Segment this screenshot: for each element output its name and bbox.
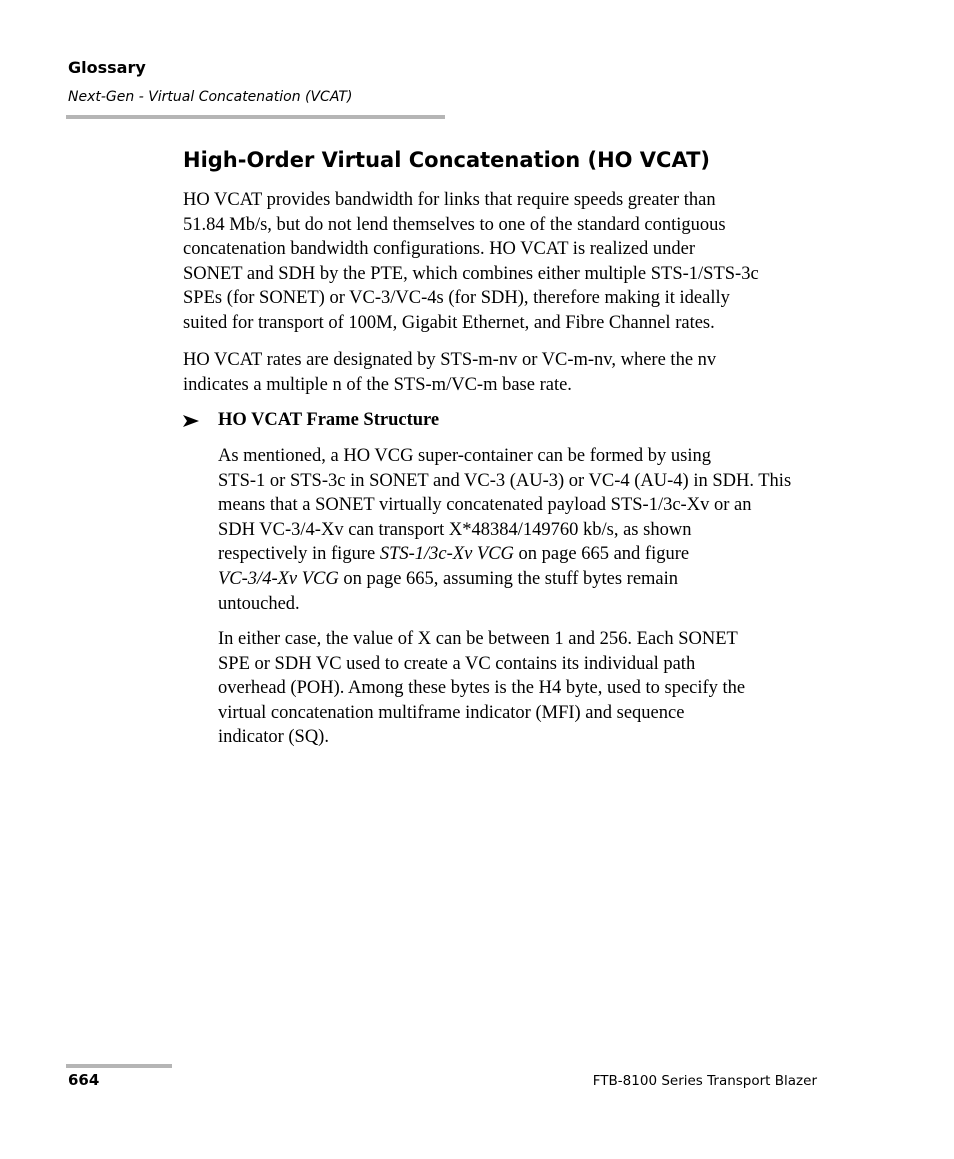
- text-line: untouched.: [218, 593, 300, 614]
- figure-cross-reference-link[interactable]: VC-3/4-Xv VCG: [218, 568, 339, 589]
- text-line: SPE or SDH VC used to create a VC contains its individual path: [218, 653, 696, 674]
- text-line: HO VCAT provides bandwidth for links that require speeds greater than: [183, 190, 716, 210]
- running-header-subtitle: Next-Gen - Virtual Concatenation (VCAT): [68, 89, 353, 105]
- text-line: 51.84 Mb/s, but do not lend themselves to one of the standard contiguous: [183, 214, 726, 235]
- header-rule: [66, 115, 445, 119]
- text-line: suited for transport of 100M, Gigabit Ethernet, and Fibre Channel rates.: [183, 312, 715, 333]
- text-line: SDH VC-3/4-Xv can transport X*48384/149760 kb/s, as shown: [218, 519, 692, 540]
- text-line: overhead (POH). Among these bytes is the H4 byte, used to specify the: [218, 678, 746, 699]
- footer-rule: [66, 1064, 172, 1068]
- text-line: virtual concatenation multiframe indicator (MFI) and sequence: [218, 702, 685, 723]
- frame-structure-paragraph-1: [218, 444, 791, 616]
- text-line: [218, 542, 791, 567]
- product-name: FTB-8100 Series Transport Blazer: [592, 1073, 817, 1089]
- text-line: indicates a multiple n of the STS-m/VC-m base rate.: [183, 374, 572, 395]
- section-heading: High-Order Virtual Concatenation (HO VCAT): [183, 148, 711, 172]
- frame-structure-paragraph-2: [218, 627, 745, 750]
- figure-cross-reference-link[interactable]: STS-1/3c-Xv VCG: [379, 544, 514, 565]
- text-line: SPEs (for SONET) or VC-3/VC-4s (for SDH), therefore making it ideally: [183, 288, 730, 309]
- intro-paragraph-1: [183, 188, 759, 336]
- text-run: respectively in figure: [218, 544, 380, 565]
- text-line: STS-1 or STS-3c in SONET and VC-3 (AU-3) or VC-4 (AU-4) in SDH. This: [218, 470, 792, 491]
- text-line: indicator (SQ).: [218, 727, 329, 748]
- running-header-title: Glossary: [68, 58, 146, 77]
- arrowhead-bullet-icon: [183, 408, 203, 427]
- text-line: As mentioned, a HO VCG super-container can be formed by using: [218, 446, 712, 466]
- text-run: on page 665 and figure: [513, 544, 690, 565]
- text-line: concatenation bandwidth configurations. HO VCAT is realized under: [183, 239, 696, 260]
- text-line: In either case, the value of X can be between 1 and 256. Each SONET: [218, 629, 738, 649]
- text-line: [218, 567, 791, 592]
- page-number: 664: [68, 1071, 100, 1089]
- text-line: SONET and SDH by the PTE, which combines either multiple STS-1/STS-3c: [183, 263, 759, 284]
- bullet-title: HO VCAT Frame Structure: [218, 410, 440, 430]
- text-line: HO VCAT rates are designated by STS-m-nv or VC-m-nv, where the nv: [183, 350, 717, 370]
- text-line: means that a SONET virtually concatenated payload STS-1/3c-Xv or an: [218, 495, 752, 516]
- text-run: on page 665, assuming the stuff bytes remain: [338, 568, 679, 589]
- intro-paragraph-2: [183, 348, 716, 397]
